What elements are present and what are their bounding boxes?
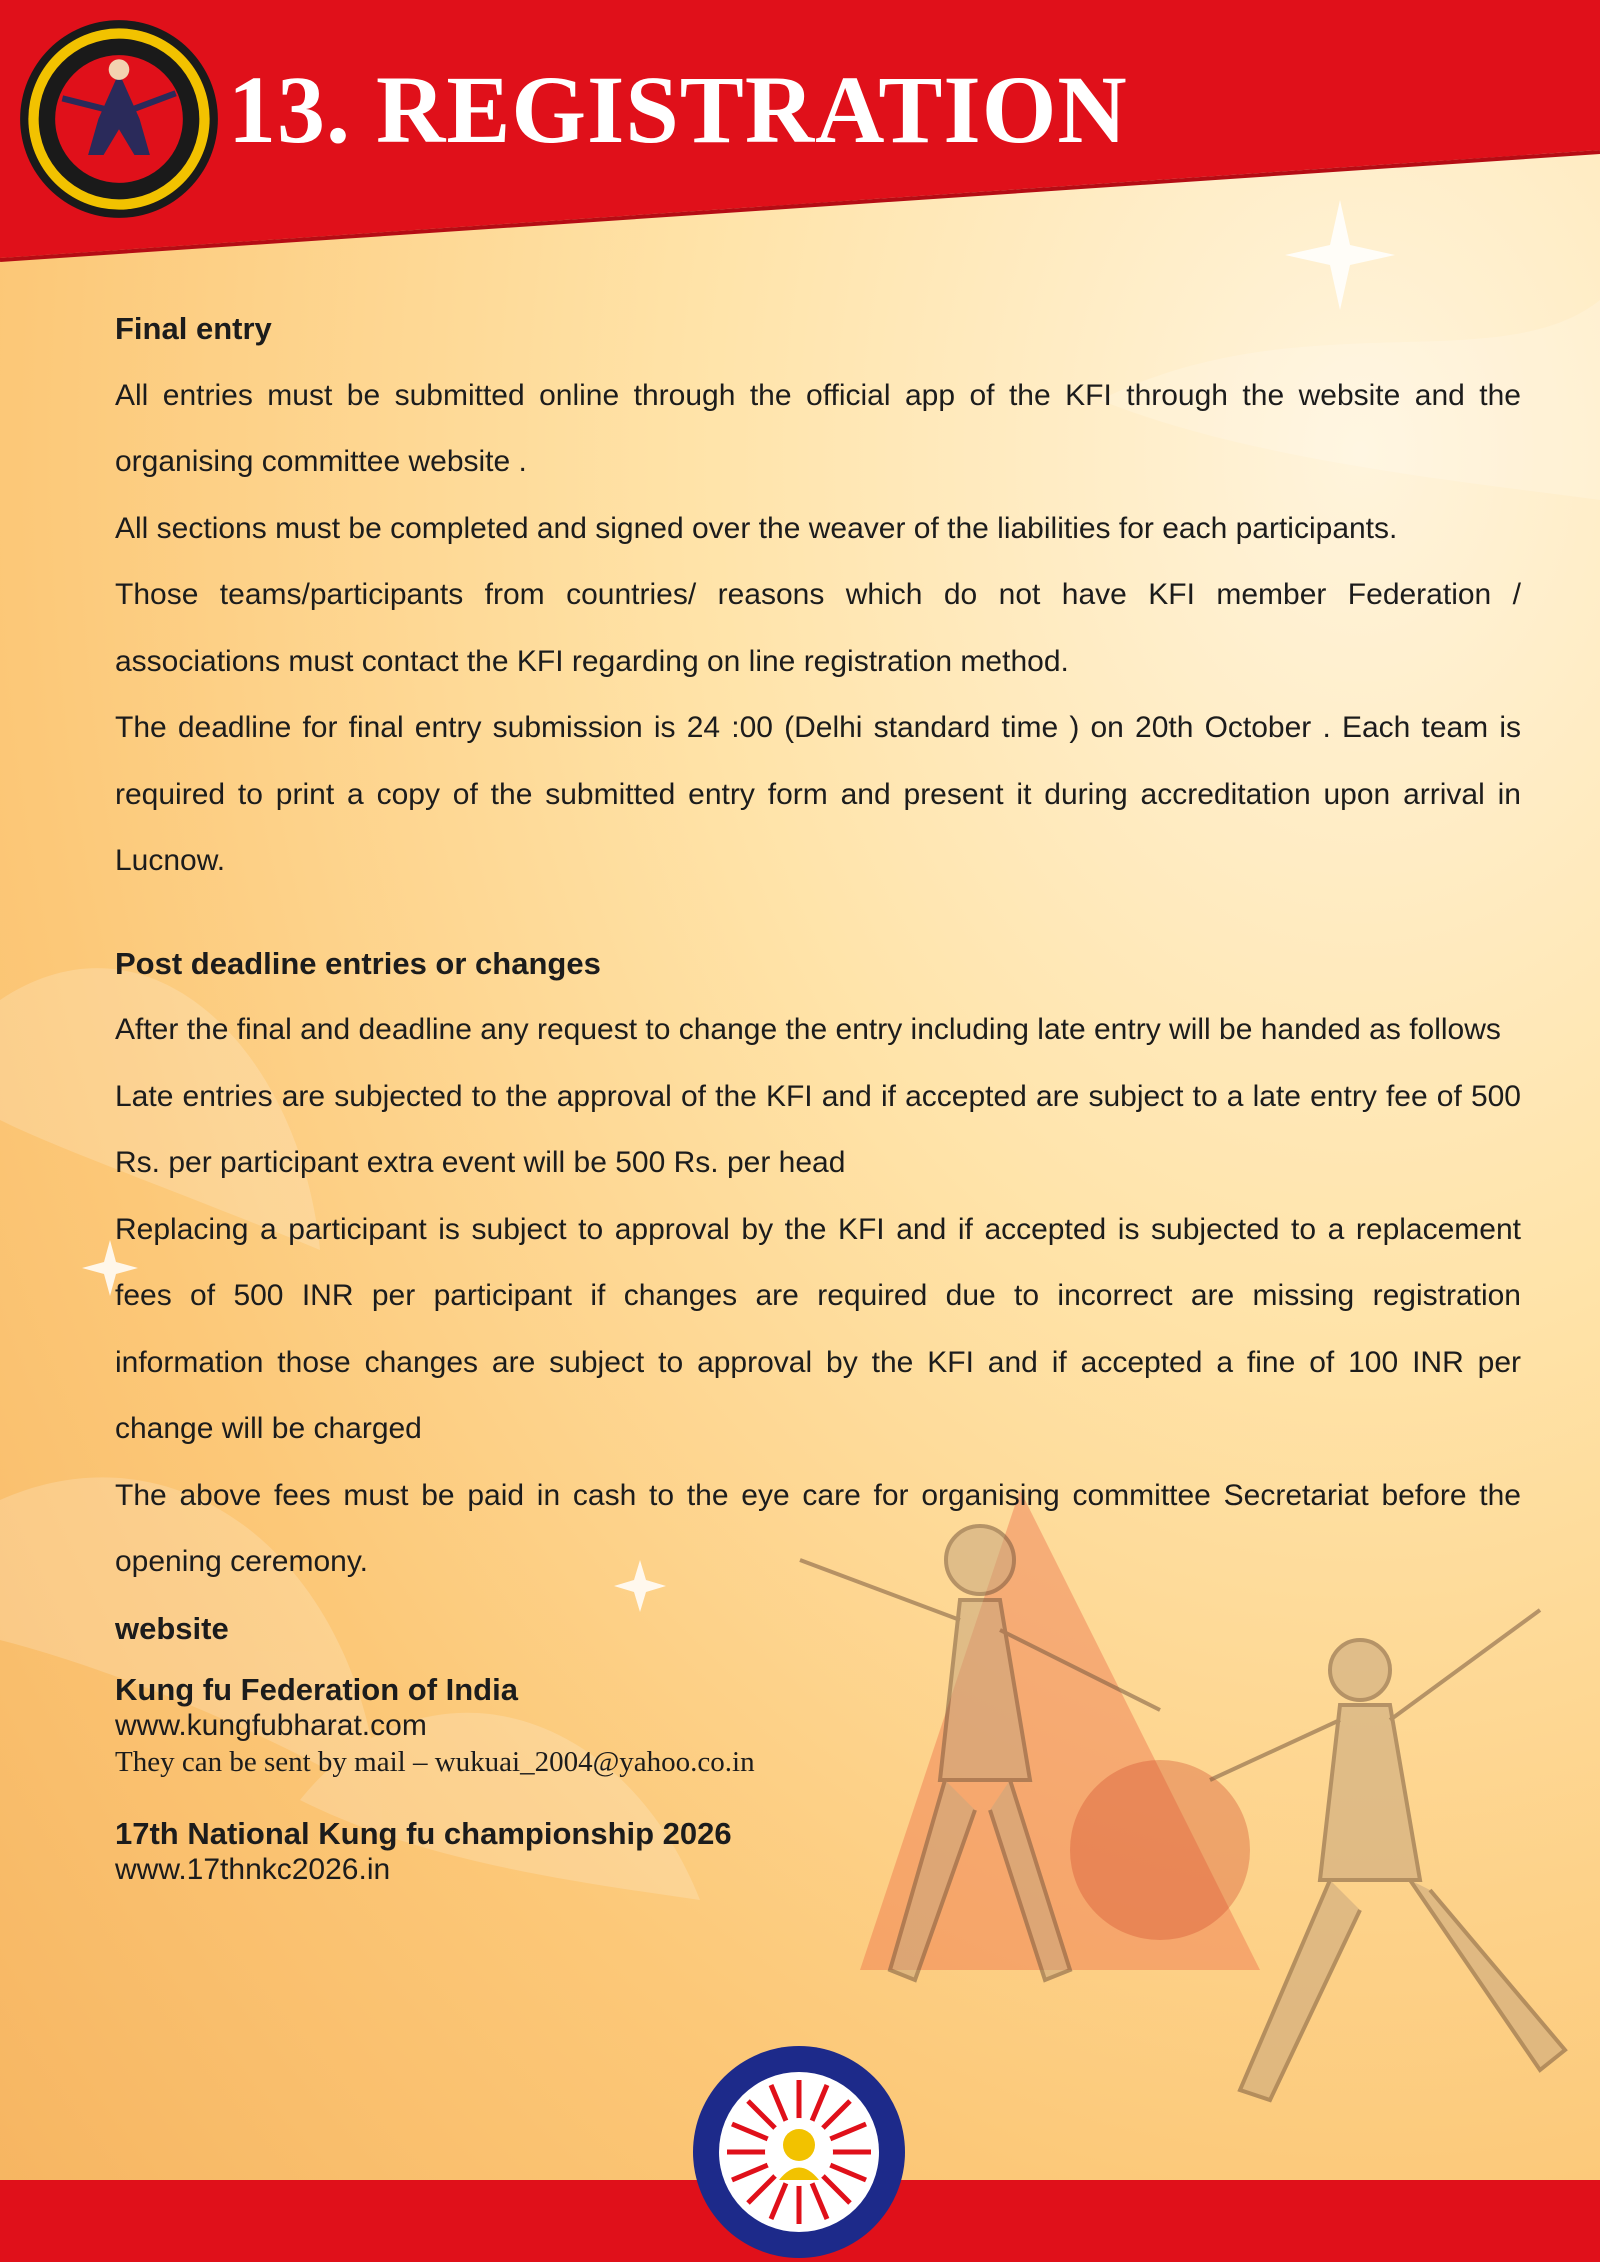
championship-name: 17th National Kung fu championship 2026 [115,1816,732,1851]
paragraph: Replacing a participant is subject to approval by the KFI and if accepted is subjected to a replacement fees of 500 INR per participant if changes are required due to incorrect are missing registration information those changes are subject to approval by the KFI and if accepted a fine of 100 INR per change will be charged [115,1212,1521,1445]
championship-website-link[interactable]: www.17thnkc2026.in [115,1853,391,1886]
final-entry-section [115,296,1521,895]
paragraph: After the final and deadline any request to change the entry including late entry will be handed as follows [115,1013,1501,1046]
post-deadline-section [115,931,1521,1596]
website-section [115,1596,1521,1889]
website-heading: website [115,1610,229,1646]
paragraph: Late entries are subjected to the approval of the KFI and if accepted are subject to a late entry fee of 500 Rs. per participant extra event will be 500 Rs. per head [115,1079,1521,1179]
kfi-federation-logo [690,2040,908,2262]
contacts [115,1672,1521,1888]
paragraph: Those teams/participants from countries/ reasons which do not have KFI member Federation / associations must contact the KFI regarding on line registration method. [115,578,1521,678]
paragraph: All entries must be submitted online through the official app of the KFI through the website and the organising committee website . [115,378,1521,478]
kfi-name: Kung fu Federation of India [115,1672,518,1707]
paragraph: The deadline for final entry submission is 24 :00 (Delhi standard time ) on 20th October . Each team is required to print a copy of the submitted entry form and present it during accreditation upon arrival in Lucnow. [115,711,1521,877]
paragraph: The above fees must be paid in cash to the eye care for organising committee Secretariat before the opening ceremony. [115,1478,1521,1578]
content-area [115,296,1521,1888]
championship-emblem-logo [16,16,222,222]
final-entry-heading: Final entry [115,311,272,346]
kfi-mail-note: They can be sent by mail – wukuai_2004@yahoo.co.in [115,1746,755,1778]
post-deadline-heading: Post deadline entries or changes [115,945,601,981]
kfi-website-link[interactable]: www.kungfubharat.com [115,1709,427,1742]
paragraph: All sections must be completed and signed over the weaver of the liabilities for each participants. [115,511,1398,545]
page-title: 13. REGISTRATION [228,56,1128,163]
